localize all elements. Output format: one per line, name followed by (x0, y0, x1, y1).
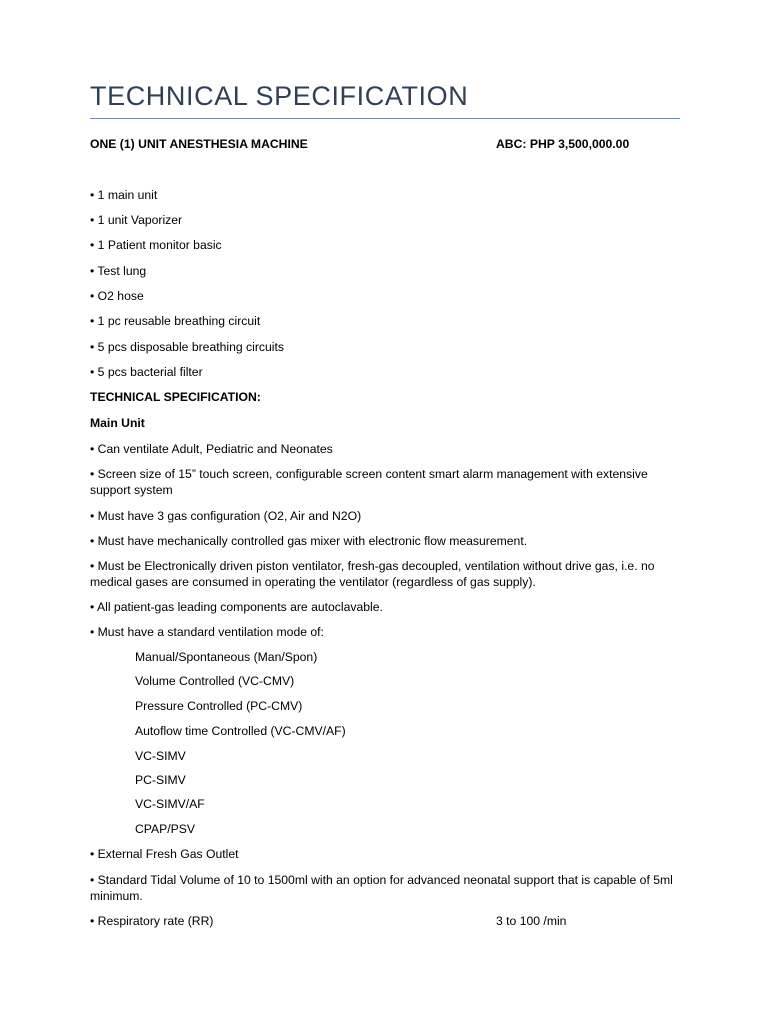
header-item: ONE (1) UNIT ANESTHESIA MACHINE (90, 137, 308, 151)
inclusion-item: • 1 main unit (90, 188, 158, 202)
spec-item: • External Fresh Gas Outlet (90, 847, 239, 861)
ventilation-mode: Manual/Spontaneous (Man/Spon) (135, 650, 318, 664)
header-abc: ABC: PHP 3,500,000.00 (496, 137, 630, 151)
inclusion-item: • 5 pcs disposable breathing circuits (90, 340, 284, 354)
inclusion-item: • 1 pc reusable breathing circuit (90, 314, 261, 328)
spec-item: • Must have 3 gas configuration (O2, Air and N2O) (90, 509, 362, 523)
ventilation-mode: Volume Controlled (VC-CMV) (135, 674, 295, 688)
spec-item: • Must have a standard ventilation mode of: (90, 625, 324, 639)
respiratory-rate-row (90, 913, 680, 929)
ventilation-mode: VC-SIMV/AF (135, 797, 205, 811)
inclusion-item: • O2 hose (90, 289, 144, 303)
section-heading: TECHNICAL SPECIFICATION: (90, 390, 261, 404)
respiratory-rate-label: • Respiratory rate (RR) (90, 914, 214, 928)
spec-item: • Standard Tidal Volume of 10 to 1500ml with an option for advanced neonatal support that is capable of 5ml minimum. (90, 873, 673, 903)
inclusion-item: • 1 unit Vaporizer (90, 213, 183, 227)
spec-item: • Must be Electronically driven piston ventilator, fresh-gas decoupled, ventilation without drive gas, i.e. no medical gases are consumed in operating the ventilator (regardless of gas supply). (90, 559, 655, 589)
spec-item: • Screen size of 15” touch screen, configurable screen content smart alarm management with extensive support system (90, 467, 648, 497)
ventilation-mode: Autoflow time Controlled (VC-CMV/AF) (135, 724, 346, 738)
ventilation-mode: PC-SIMV (135, 773, 186, 787)
spec-item: • All patient-gas leading components are autoclavable. (90, 600, 383, 614)
inclusion-item: • Test lung (90, 264, 147, 278)
spec-item: • Can ventilate Adult, Pediatric and Neonates (90, 442, 333, 456)
ventilation-mode: CPAP/PSV (135, 822, 196, 836)
respiratory-rate-value: 3 to 100 /min (496, 914, 567, 928)
title-divider (90, 118, 680, 119)
ventilation-mode: Pressure Controlled (PC-CMV) (135, 699, 303, 713)
subsection-heading: Main Unit (90, 416, 145, 430)
spec-item: • Must have mechanically controlled gas mixer with electronic flow measurement. (90, 534, 528, 548)
inclusion-item: • 1 Patient monitor basic (90, 238, 222, 252)
inclusion-item: • 5 pcs bacterial filter (90, 365, 203, 379)
page-title: TECHNICAL SPECIFICATION (90, 81, 469, 111)
ventilation-mode: VC-SIMV (135, 749, 186, 763)
header-row (90, 136, 680, 152)
